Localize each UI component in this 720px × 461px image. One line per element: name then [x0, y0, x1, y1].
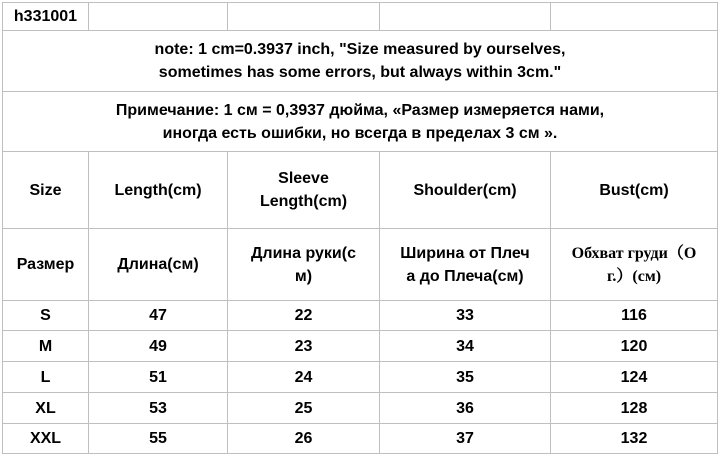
shoulder-cell: 36: [380, 393, 551, 424]
header-size-ru: Размер: [3, 229, 89, 301]
header-shoulder-ru-line-1: Ширина от Плеч: [400, 244, 530, 262]
empty-cell: [228, 3, 380, 31]
bust-cell: 120: [551, 331, 718, 362]
shoulder-cell: 33: [380, 301, 551, 331]
bust-cell: 124: [551, 362, 718, 393]
header-sleeve-line-2: Length(cm): [259, 193, 348, 210]
shoulder-cell: 34: [380, 331, 551, 362]
size-cell: XL: [3, 393, 89, 424]
header-sleeve-line-1: Sleeve: [278, 170, 329, 187]
header-shoulder: Shoulder(cm): [380, 152, 551, 229]
empty-cell: [380, 3, 551, 31]
size-cell: XXL: [3, 424, 89, 454]
length-cell: 51: [89, 362, 228, 393]
header-ru-row: [3, 229, 718, 301]
empty-cell: [551, 3, 718, 31]
note-english: [3, 31, 718, 92]
sleeve-cell: 26: [228, 424, 380, 454]
header-sleeve-ru: [228, 229, 380, 301]
size-cell: M: [3, 331, 89, 362]
length-cell: 55: [89, 424, 228, 454]
table-row: [3, 331, 718, 362]
bust-cell: 132: [551, 424, 718, 454]
note-en-line-1: note: 1 cm=0.3937 inch, "Size measured by ourselves,: [154, 41, 566, 58]
table-row: [3, 393, 718, 424]
header-length-ru: Длина(см): [89, 229, 228, 301]
shoulder-cell: 37: [380, 424, 551, 454]
product-code: h331001: [3, 3, 89, 31]
length-cell: 53: [89, 393, 228, 424]
empty-cell: [89, 3, 228, 31]
bust-cell: 116: [551, 301, 718, 331]
sleeve-cell: 25: [228, 393, 380, 424]
header-size: Size: [3, 152, 89, 229]
size-cell: L: [3, 362, 89, 393]
header-sleeve-ru-line-2: м): [294, 267, 313, 285]
table-row: [3, 301, 718, 331]
header-bust-ru: [551, 229, 718, 301]
shoulder-cell: 35: [380, 362, 551, 393]
header-length: Length(cm): [89, 152, 228, 229]
header-bust-ru-line-2: г.）(см): [606, 267, 662, 285]
header-shoulder-ru: [380, 229, 551, 301]
header-sleeve-ru-line-1: Длина руки(с: [251, 244, 356, 262]
header-en-row: [3, 152, 718, 229]
sleeve-cell: 22: [228, 301, 380, 331]
header-sleeve: [228, 152, 380, 229]
bust-cell: 128: [551, 393, 718, 424]
table-row: [3, 362, 718, 393]
size-chart-table: [2, 2, 718, 454]
header-bust-ru-line-1: Обхват груди（О: [571, 244, 697, 262]
length-cell: 49: [89, 331, 228, 362]
note-russian: [3, 92, 718, 152]
note-en-row: [3, 31, 718, 92]
code-row: [3, 3, 718, 31]
length-cell: 47: [89, 301, 228, 331]
header-shoulder-ru-line-2: а до Плеча(см): [406, 267, 524, 285]
note-en-line-2: sometimes has some errors, but always within 3cm.": [158, 64, 562, 81]
size-cell: S: [3, 301, 89, 331]
table-row: [3, 424, 718, 454]
header-bust: Bust(cm): [551, 152, 718, 229]
sleeve-cell: 23: [228, 331, 380, 362]
note-ru-line-2: иногда есть ошибки, но всегда в пределах 3 см ».: [162, 124, 558, 142]
sleeve-cell: 24: [228, 362, 380, 393]
note-ru-line-1: Примечание: 1 см = 0,3937 дюйма, «Размер измеряется нами,: [115, 101, 605, 119]
note-ru-row: [3, 92, 718, 152]
